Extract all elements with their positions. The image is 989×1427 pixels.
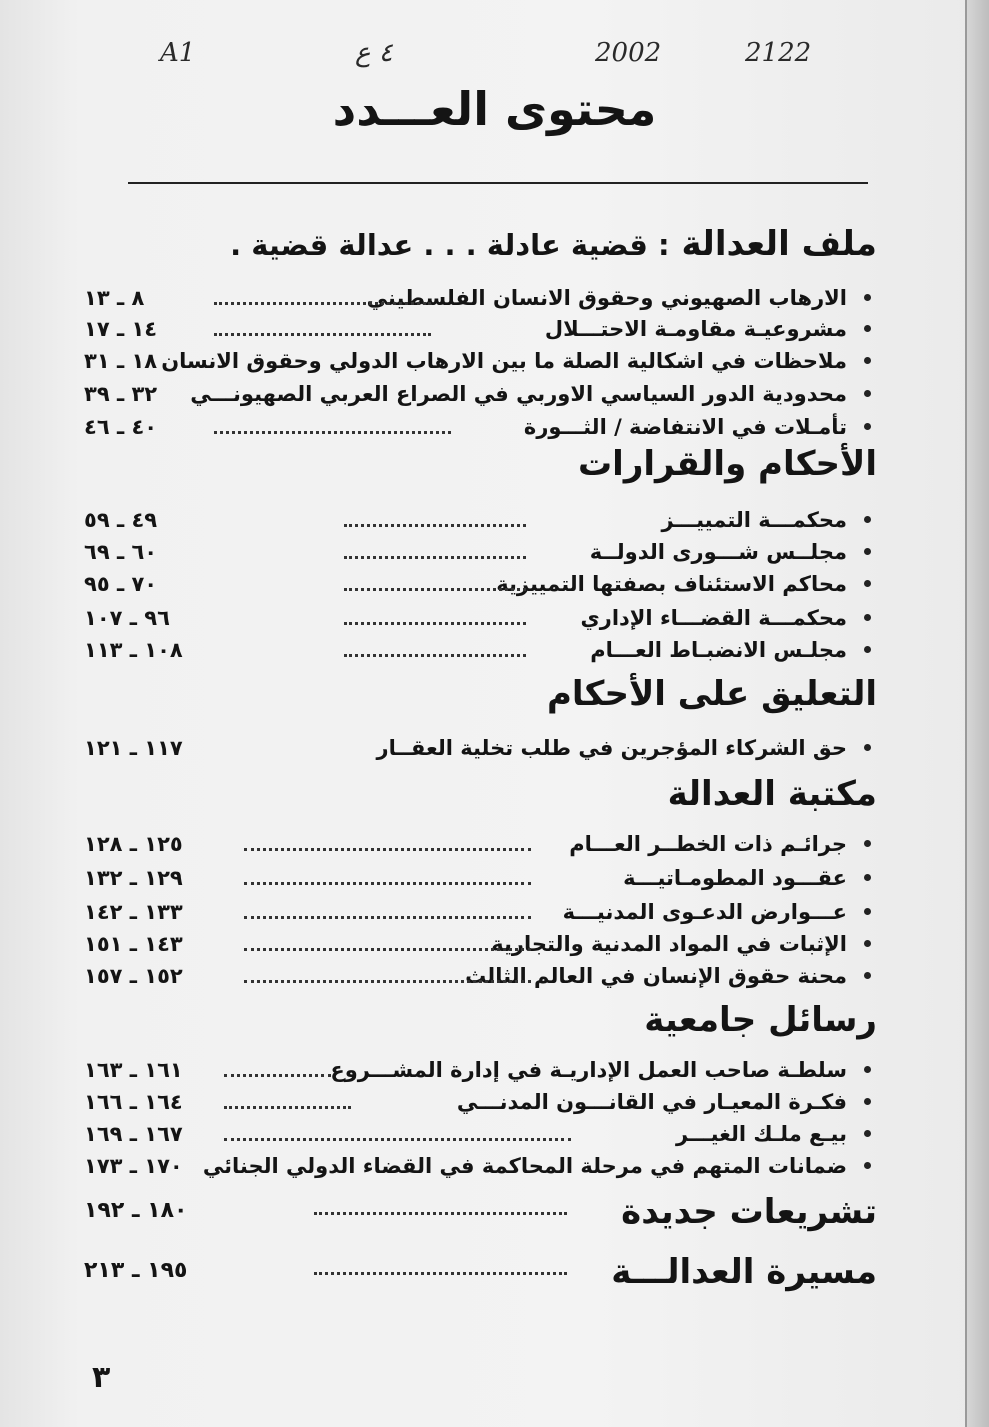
handwritten-note: 2122 [745, 38, 812, 68]
entry-pages: ١٧٠ ـ ١٧٣ [84, 1154, 183, 1178]
section-title: ملف العدالة [681, 224, 877, 264]
entry-pages: ١٦٤ ـ ١٦٦ [84, 1090, 183, 1114]
toc-entry[interactable] [84, 962, 871, 994]
dot-leader [214, 333, 431, 336]
section-heading-justice-file [230, 222, 877, 267]
entry-label: مجلـس الانضبـاط العـــام [590, 638, 847, 662]
toc-entry[interactable] [84, 506, 871, 538]
entry-pages: ٧٠ ـ ٩٥ [84, 572, 158, 596]
bullet-icon [864, 840, 871, 847]
entry-label: محكمـــة التمييـــز [661, 508, 847, 532]
entry-label: فكـرة المعيـار في القانـــون المدنـــي [456, 1090, 847, 1114]
entry-pages: ١٥٢ ـ ١٥٧ [84, 964, 183, 988]
toc-entry[interactable] [84, 604, 871, 636]
dot-leader [224, 1138, 571, 1141]
bullet-icon [864, 548, 871, 555]
entry-label: حق الشركاء المؤجرين في طلب تخلية العقــار [376, 736, 847, 760]
entry-pages: ١٣٣ ـ ١٤٢ [84, 900, 183, 924]
toc-entry[interactable] [84, 380, 871, 412]
entry-label: الإثبات في المواد المدنية والتجارية [491, 932, 847, 956]
handwritten-note: ٤ ع [355, 38, 393, 68]
dot-leader [344, 588, 526, 591]
entry-pages: ١٤ ـ ١٧ [84, 317, 158, 341]
toc-entry[interactable] [84, 347, 871, 379]
bullet-icon [864, 972, 871, 979]
dot-leader [344, 622, 526, 625]
handwritten-note: A1 [160, 38, 196, 68]
bullet-icon [864, 357, 871, 364]
entry-pages: ١٩٥ ـ ٢١٣ [84, 1258, 188, 1283]
toc-entry[interactable] [84, 864, 871, 896]
page-number: ٣ [92, 1360, 111, 1395]
entry-label: عقـــود المطومـاتيـــة [623, 866, 847, 890]
bullet-icon [864, 1098, 871, 1105]
bullet-icon [864, 940, 871, 947]
entry-label: سلطـة صاحب العمل الإداريـة في إدارة المشـــروع [330, 1058, 847, 1082]
dot-leader [344, 524, 526, 527]
bullet-icon [864, 516, 871, 523]
entry-label: جرائـم ذات الخطــر العـــام [569, 832, 847, 856]
bullet-icon [864, 614, 871, 621]
section-heading-theses: رسائل جامعية [644, 1000, 877, 1040]
dot-leader [244, 916, 531, 919]
page-title: محتوى العـــدد [332, 82, 657, 136]
entry-pages: ٤٠ ـ ٤٦ [84, 415, 158, 439]
entry-pages: ١٦٧ ـ ١٦٩ [84, 1122, 183, 1146]
toc-entry[interactable] [84, 1056, 871, 1088]
section-heading-rulings: الأحكام والقرارات [578, 444, 877, 484]
bullet-icon [864, 1130, 871, 1137]
entry-label: عـــوارض الدعـوى المدنيـــة [562, 900, 847, 924]
toc-entry[interactable] [84, 413, 871, 445]
dot-leader [344, 654, 526, 657]
entry-label: ملاحظات في اشكالية الصلة ما بين الارهاب الدولي وحقوق الانسان [161, 349, 847, 373]
entry-label: بيـع ملـك الغيـــر [675, 1122, 847, 1146]
entry-label: ضمانات المتهم في مرحلة المحاكمة في القضاء الدولي الجنائي [202, 1154, 847, 1178]
toc-entry[interactable] [84, 284, 871, 316]
entry-label: محدودية الدور السياسي الاوربي في الصراع العربي الصهيونـــي [190, 382, 847, 406]
section-heading-commentary: التعليق على الأحكام [546, 674, 877, 714]
bullet-icon [864, 908, 871, 915]
handwritten-note: 2002 [595, 38, 662, 68]
toc-entry[interactable] [84, 1120, 871, 1152]
toc-entry[interactable] [84, 315, 871, 347]
dot-leader [244, 980, 531, 983]
section-heading-library: مكتبة العدالة [667, 774, 877, 814]
toc-entry[interactable] [84, 538, 871, 570]
dot-leader [344, 556, 526, 559]
dot-leader [314, 1212, 567, 1215]
bullet-icon [864, 1066, 871, 1073]
entry-pages: ٩٦ ـ ١٠٧ [84, 606, 170, 630]
bullet-icon [864, 874, 871, 881]
entry-pages: ١١٧ ـ ١٢١ [84, 736, 183, 760]
toc-entry[interactable] [84, 930, 871, 962]
section-heading-legislation: تشريعات جديدة [621, 1192, 877, 1232]
entry-label: مشروعيـة مقاومـة الاحتـــلال [544, 317, 847, 341]
dot-leader [214, 302, 431, 305]
entry-label: تأمـلات في الانتفاضة / الثـــورة [523, 415, 847, 439]
dot-leader [314, 1272, 567, 1275]
toc-entry[interactable] [84, 570, 871, 602]
bullet-icon [864, 744, 871, 751]
entry-pages: ٦٠ ـ ٦٩ [84, 540, 158, 564]
bullet-icon [864, 580, 871, 587]
dot-leader [224, 1106, 351, 1109]
bullet-icon [864, 646, 871, 653]
entry-pages: ١٢٩ ـ ١٣٢ [84, 866, 183, 890]
dot-leader [244, 882, 531, 885]
toc-entry[interactable] [84, 734, 871, 766]
toc-entry[interactable] [84, 1088, 871, 1120]
bullet-icon [864, 294, 871, 301]
entry-label: محكمـــة القضـــاء الإداري [580, 606, 847, 630]
section-subtitle: : قضية عادلة . . . عدالة قضية . [230, 228, 670, 262]
entry-pages: ٣٢ ـ ٣٩ [84, 382, 158, 406]
toc-entry[interactable] [84, 898, 871, 930]
toc-entry[interactable] [84, 1152, 871, 1184]
bullet-icon [864, 423, 871, 430]
bullet-icon [864, 325, 871, 332]
toc-entry-justice-journey[interactable] [84, 1250, 877, 1294]
dot-leader [244, 848, 531, 851]
bullet-icon [864, 1162, 871, 1169]
bullet-icon [864, 390, 871, 397]
entry-pages: ٤٩ ـ ٥٩ [84, 508, 158, 532]
entry-label: محنة حقوق الإنسان في العالم الثالث [465, 964, 847, 988]
entry-pages: ١٨ ـ ٣١ [84, 349, 158, 373]
entry-pages: ١٤٣ ـ ١٥١ [84, 932, 183, 956]
toc-entry-new-legislation[interactable] [84, 1190, 877, 1234]
entry-label: مجلــس شـــورى الدولــة [589, 540, 847, 564]
dot-leader [224, 1074, 331, 1077]
entry-pages: ١٨٠ ـ ١٩٢ [84, 1198, 188, 1223]
dot-leader [214, 431, 451, 434]
entry-pages: ٨ ـ ١٣ [84, 286, 145, 310]
section-heading-journey: مسيرة العدالـــة [611, 1252, 877, 1292]
entry-label: محاكم الاستئناف بصفتها التمييزية [496, 572, 847, 596]
entry-pages: ١٠٨ ـ ١١٣ [84, 638, 183, 662]
entry-pages: ١٦١ ـ ١٦٣ [84, 1058, 183, 1082]
dot-leader [244, 948, 531, 951]
entry-pages: ١٢٥ ـ ١٢٨ [84, 832, 183, 856]
entry-label: الارهاب الصهيوني وحقوق الانسان الفلسطيني [366, 286, 847, 310]
toc-entry[interactable] [84, 636, 871, 668]
toc-entry[interactable] [84, 830, 871, 862]
